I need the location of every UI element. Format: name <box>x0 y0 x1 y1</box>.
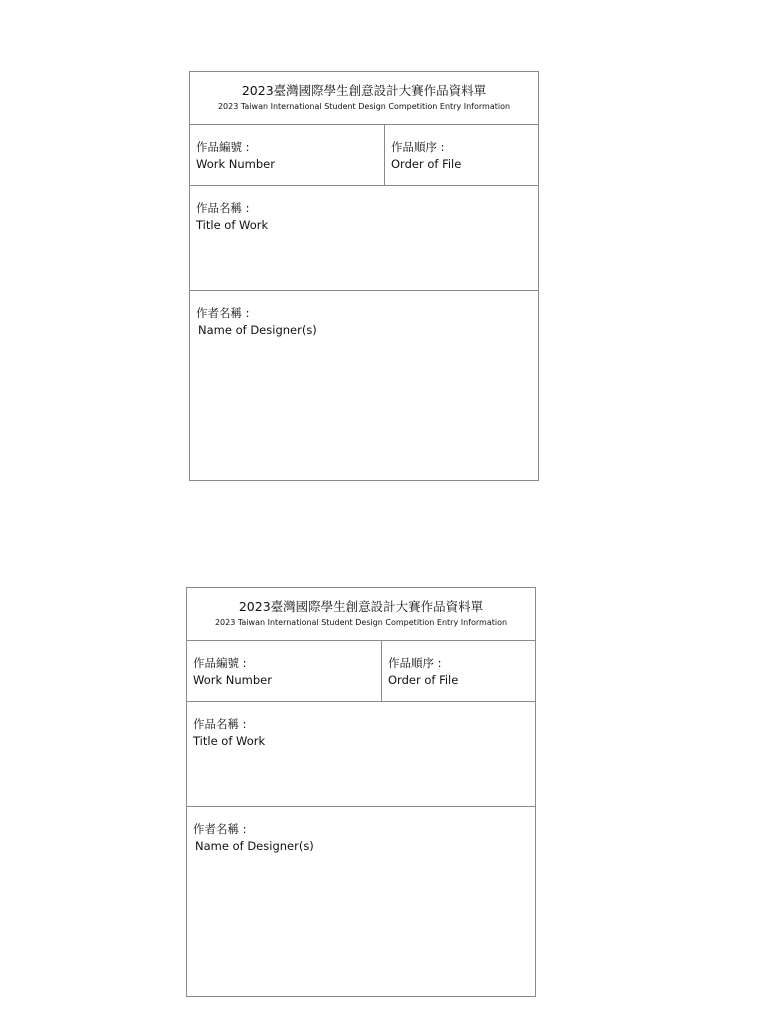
work-number-label-en: Work Number <box>193 673 272 687</box>
title-of-work-field <box>190 186 538 291</box>
designer-label-en: Name of Designer(s) <box>198 323 317 337</box>
order-label-zh: 作品順序 : <box>391 140 445 154</box>
number-order-row <box>187 641 535 702</box>
entry-form-1 <box>189 71 539 481</box>
work-number-field <box>190 125 385 185</box>
work-number-label-zh: 作品編號 : <box>193 656 247 670</box>
form-header <box>190 72 538 125</box>
work-number-label-en: Work Number <box>196 157 275 171</box>
entry-form-2 <box>186 587 536 997</box>
order-of-file-field <box>382 641 535 701</box>
work-number-field <box>187 641 382 701</box>
designer-field <box>187 807 535 996</box>
order-label-en: Order of File <box>391 157 462 171</box>
form-title-english: 2023 Taiwan International Student Design Competition Entry Information <box>214 618 508 627</box>
order-of-file-field <box>385 125 538 185</box>
work-number-label-zh: 作品編號 : <box>196 140 250 154</box>
title-of-work-label-zh: 作品名稱 : <box>196 201 250 215</box>
form-title-chinese: 2023臺灣國際學生創意設計大賽作品資料單 <box>241 83 487 98</box>
form-header <box>187 588 535 641</box>
number-order-row <box>190 125 538 186</box>
designer-label-zh: 作者名稱 : <box>193 822 247 836</box>
form-title-chinese: 2023臺灣國際學生創意設計大賽作品資料單 <box>238 599 484 614</box>
designer-label-zh: 作者名稱 : <box>196 306 250 320</box>
title-of-work-label-en: Title of Work <box>193 734 266 748</box>
order-label-zh: 作品順序 : <box>388 656 442 670</box>
title-of-work-field <box>187 702 535 807</box>
form-title-english: 2023 Taiwan International Student Design Competition Entry Information <box>217 102 511 111</box>
title-of-work-label-en: Title of Work <box>196 218 269 232</box>
designer-label-en: Name of Designer(s) <box>195 839 314 853</box>
designer-field <box>190 291 538 480</box>
order-label-en: Order of File <box>388 673 459 687</box>
title-of-work-label-zh: 作品名稱 : <box>193 717 247 731</box>
